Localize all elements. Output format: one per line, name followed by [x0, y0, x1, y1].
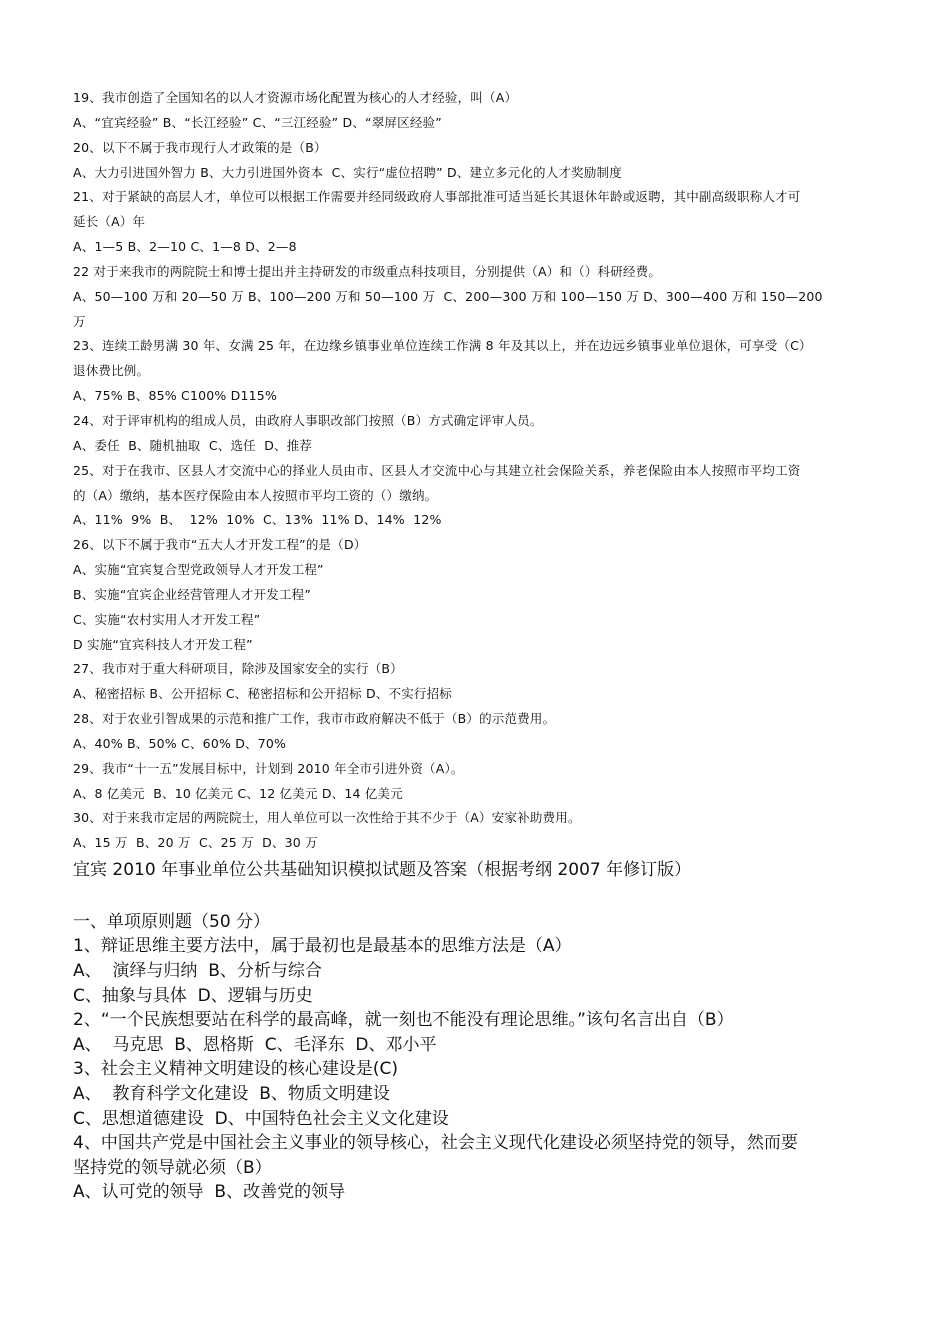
question-24: 24、对于评审机构的组成人员，由政府人事职改部门按照（B）方式确定评审人员。: [73, 412, 543, 428]
question-21: 21、对于紧缺的高层人才，单位可以根据工作需要并经同级政府人事部批准可适当延长其退休年龄或返聘，其中副高级职称人才可: [73, 189, 801, 205]
question-21-cont: 延长（A）年: [73, 214, 146, 230]
question-26-option-b: B、实施“宜宾企业经营管理人才开发工程”: [73, 586, 312, 602]
question-3: 3、社会主义精神文明建设的核心建设是(C): [73, 1059, 398, 1080]
question-22-options-cont: 万: [73, 313, 86, 329]
question-27-options: A、秘密招标 B、公开招标 C、秘密招标和公开招标 D、不实行招标: [73, 686, 453, 702]
question-30-options: A、15 万 B、20 万 C、25 万 D、30 万: [73, 835, 318, 851]
question-25-options: A、11% 9% B、 12% 10% C、13% 11% D、14% 12%: [73, 512, 442, 528]
question-26-option-d: D 实施“宜宾科技人才开发工程”: [73, 636, 253, 652]
question-3-options-ab: A、 教育科学文化建设 B、物质文明建设: [73, 1083, 390, 1104]
question-29-options: A、8 亿美元 B、10 亿美元 C、12 亿美元 D、14 亿美元: [73, 785, 403, 801]
question-26-option-a: A、实施“宜宾复合型党政领导人才开发工程”: [73, 562, 324, 578]
question-4-options: A、认可党的领导 B、改善党的领导: [73, 1182, 346, 1203]
question-30: 30、对于来我市定居的两院院士，用人单位可以一次性给于其不少于（A）安家补助费用。: [73, 810, 581, 826]
question-21-options: A、1—5 B、2—10 C、1—8 D、2—8: [73, 239, 297, 255]
question-20: 20、以下不属于我市现行人才政策的是（B）: [73, 139, 327, 155]
question-3-options-cd: C、思想道德建设 D、中国特色社会主义文化建设: [73, 1108, 449, 1129]
question-2: 2、“一个民族想要站在科学的最高峰，就一刻也不能没有理论思维。”该句名言出自（B）: [73, 1010, 734, 1031]
question-20-options: A、大力引进国外智力 B、大力引进国外资本 C、实行“虚位招聘” D、建立多元化的人才奖励制度: [73, 164, 622, 180]
question-23: 23、连续工龄男满 30 年、女满 25 年，在边缘乡镇事业单位连续工作满 8 年及其以上，并在边远乡镇事业单位退休，可享受（C）: [73, 338, 812, 354]
exam-section: [73, 858, 895, 1205]
document-page: [73, 86, 895, 1205]
question-26-option-c: C、实施“农村实用人才开发工程”: [73, 611, 261, 627]
question-4-cont: 坚持党的领导就必须（B）: [73, 1157, 272, 1178]
question-29: 29、我市“十一五”发展目标中，计划到 2010 年全市引进外资（A）。: [73, 760, 464, 776]
question-22-options: A、50—100 万和 20—50 万 B、100—200 万和 50—100 万 C、200—300 万和 100—150 万 D、300—400 万和 150—200: [73, 288, 823, 304]
question-23-cont: 退休费比例。: [73, 363, 150, 379]
exam-title: 宜宾 2010 年事业单位公共基础知识模拟试题及答案（根据考纲 2007 年修订版）: [73, 860, 692, 881]
question-1-options-ab: A、 演绎与归纳 B、分析与综合: [73, 960, 322, 981]
question-block-19-30: [73, 86, 895, 856]
question-26: 26、以下不属于我市“五大人才开发工程”的是（D）: [73, 537, 367, 553]
question-22: 22 对于来我市的两院院士和博士提出并主持研发的市级重点科技项目，分别提供（A）和（）科研经费。: [73, 263, 662, 279]
question-24-options: A、委任 B、随机抽取 C、选任 D、推荐: [73, 437, 313, 453]
question-23-options: A、75% B、85% C100% D115%: [73, 388, 278, 404]
question-28-options: A、40% B、50% C、60% D、70%: [73, 735, 287, 751]
blank-spacer: [73, 883, 895, 910]
question-2-options: A、 马克思 B、恩格斯 C、毛泽东 D、邓小平: [73, 1034, 437, 1055]
question-27: 27、我市对于重大科研项目，除涉及国家安全的实行（B）: [73, 661, 403, 677]
question-1-options-cd: C、抽象与具体 D、逻辑与历史: [73, 985, 313, 1006]
question-1: 1、辩证思维主要方法中，属于最初也是最基本的思维方法是（A）: [73, 936, 572, 957]
section-heading: 一、单项原则题（50 分）: [73, 911, 271, 932]
question-28: 28、对于农业引智成果的示范和推广工作，我市市政府解决不低于（B）的示范费用。: [73, 711, 556, 727]
question-4: 4、中国共产党是中国社会主义事业的领导核心，社会主义现代化建设必须坚持党的领导，然而要: [73, 1133, 798, 1154]
question-25: 25、对于在我市、区县人才交流中心的择业人员由市、区县人才交流中心与其建立社会保险关系，养老保险由本人按照市平均工资: [73, 462, 801, 478]
question-19: 19、我市创造了全国知名的以人才资源市场化配置为核心的人才经验，叫（A）: [73, 90, 518, 105]
question-19-options: A、“宜宾经验” B、“长江经验” C、“三江经验” D、“翠屏区经验”: [73, 114, 442, 130]
question-25-cont: 的（A）缴纳，基本医疗保险由本人按照市平均工资的（）缴纳。: [73, 487, 438, 503]
